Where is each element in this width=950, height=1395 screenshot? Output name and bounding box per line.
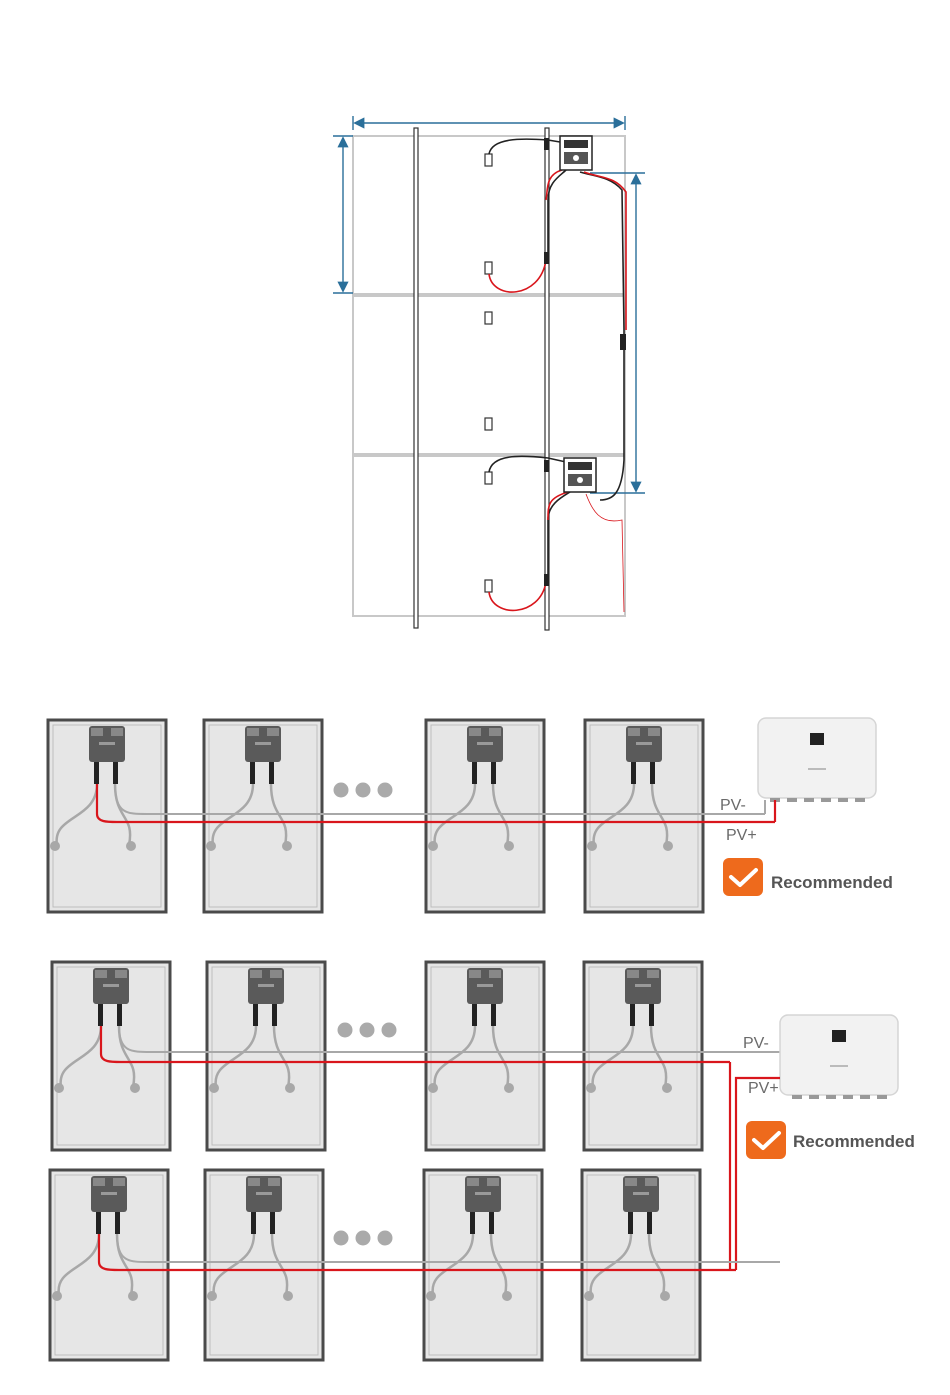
double-string-diagram: [50, 962, 898, 1360]
top-wiring: [489, 138, 626, 612]
junction-box-2: [564, 458, 596, 492]
solar-panel: [426, 720, 544, 912]
solar-panel: [584, 962, 702, 1150]
recommended-badge-1: [723, 858, 893, 896]
pv-minus-label-2: PV-: [743, 1035, 769, 1052]
pv-minus-label-1: PV-: [720, 797, 746, 814]
solar-panel: [585, 720, 703, 912]
dimension-lines: [333, 116, 645, 493]
recommended-badge-2: [746, 1121, 915, 1159]
recommended-label-1: Recommended: [771, 873, 893, 892]
solar-panel: [582, 1170, 700, 1360]
solar-panel: [207, 962, 325, 1150]
inverter-icon: [780, 1015, 898, 1099]
pv-plus-label-1: PV+: [726, 827, 757, 844]
ellipsis-dots-icon: [334, 783, 393, 798]
solar-panel: [48, 720, 166, 912]
ellipsis-dots-icon: [338, 1023, 397, 1038]
solar-panel: [205, 1170, 323, 1360]
solar-panel: [204, 720, 322, 912]
mounting-rail-left: [414, 128, 418, 628]
inverter-icon: [758, 718, 876, 802]
top-layout-diagram: [333, 116, 645, 630]
panel-junction-markers: [485, 154, 492, 592]
solar-panel: [50, 1170, 168, 1360]
ellipsis-dots-icon: [334, 1231, 393, 1246]
solar-panel: [426, 962, 544, 1150]
recommended-label-2: Recommended: [793, 1132, 915, 1151]
solar-panel: [424, 1170, 542, 1360]
pv-plus-label-2: PV+: [748, 1080, 779, 1097]
solar-panel: [52, 962, 170, 1150]
junction-box-1: [560, 136, 592, 170]
